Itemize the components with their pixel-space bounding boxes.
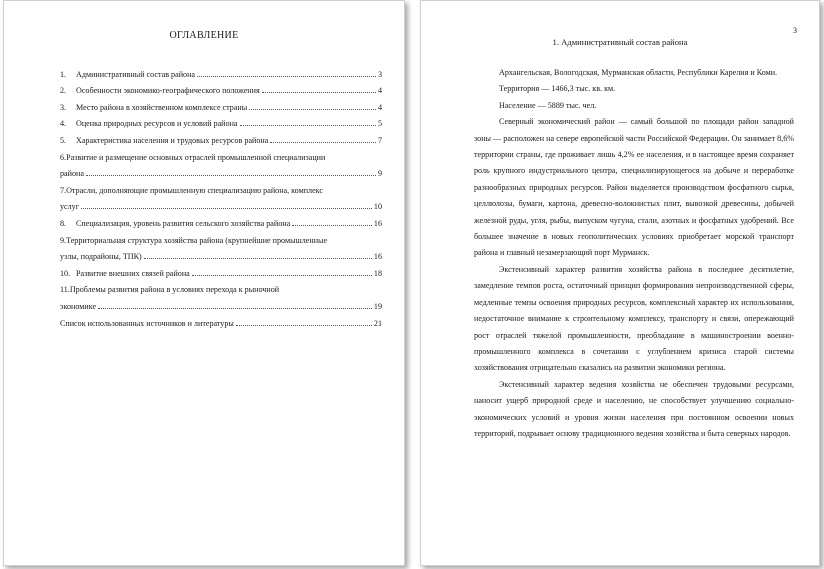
dot-leader	[81, 207, 372, 209]
paragraph: Северный экономический район — самый большой по площади район западной зоны — расположен на севере европейской части Российской Федерации. Он занимает 8,6% территории страны, где проживает лишь 4,2% ее населения, и в настоящее время сохраняет роль крупного индустриального центра, специализирующегося на добыче и переработке разнообразных природных ресурсов. Район выделяется производством фосфатного сырья, целлюлозы, бумаги, картона, древесно-волокнистых плит, вывозкой древесины, добычей железной руды, угля, рыбы, выпуском чугуна, стали, азотных и фосфатных удобрений. Все большее значение в новых геополитических условиях приобретает морской транспорт района и главный незамерзающий порт Мурманск.	[474, 117, 794, 258]
toc-page-number: 3	[377, 69, 382, 79]
toc-item[interactable]: 11.Проблемы развития района в условиях перехода к рыночной экономике 19	[60, 285, 382, 311]
dot-leader	[292, 224, 372, 226]
dot-leader	[236, 324, 372, 326]
toc-page-number: 16	[373, 218, 382, 228]
table-of-contents	[60, 62, 382, 328]
toc-item[interactable]: 9.Территориальная структура хозяйства района (крупнейшие промышленные узлы, подрайоны, ТПК) 16	[60, 235, 382, 262]
toc-item[interactable]: 8. Специализация, уровень развития сельского хозяйства района 16	[60, 218, 382, 228]
dot-leader	[270, 141, 376, 143]
toc-page-number: 19	[373, 301, 382, 311]
toc-page-number: 4	[377, 102, 382, 112]
paragraph: Экстенсивный характер развития хозяйства района в последнее десятилетие, замедление темпов роста, остаточный принцип формирования непроизводственной сферы, медленные темпы освоения природных ресурсов, комплексный характер их использования, недостаточное внимание к строительному комплексу, транспорту и связи, опережающий рост отраслей тяжелой промышленности, преобладание в машиностроении военно-промышленного комплекса в сочетании с углублением кризиса старой системы хозяйствования отрицательно сказались на развитии экономики региона.	[474, 264, 794, 373]
toc-item[interactable]: 5. Характеристика населения и трудовых ресурсов района 7	[60, 135, 382, 145]
body-text	[474, 65, 794, 442]
dot-leader	[98, 307, 372, 309]
paragraph: Население — 5889 тыс. чел.	[499, 100, 597, 110]
toc-item[interactable]: 1. Административный состав района 3	[60, 69, 382, 79]
section-title: 1. Административный состав района	[552, 37, 688, 47]
toc-page-number: 5	[377, 119, 382, 129]
page-number: 3	[793, 26, 797, 35]
toc-item[interactable]: 6.Развитие и размещение основных отраслей промышленной специализации района 9	[60, 152, 382, 179]
content-page	[420, 0, 820, 566]
toc-page-number: 4	[377, 86, 382, 96]
dot-leader	[86, 174, 376, 176]
dot-leader	[197, 75, 376, 77]
dot-leader	[192, 274, 372, 276]
toc-item[interactable]: 10. Развитие внешних связей района 18	[60, 268, 382, 278]
toc-item[interactable]: 3. Место района в хозяйственном комплексе страны 4	[60, 102, 382, 112]
toc-item[interactable]: 7.Отрасли, дополняющие промышленную специализацию района, комплекс услуг 10	[60, 185, 382, 212]
dot-leader	[249, 108, 376, 110]
paragraph: Экстенсивный характер ведения хозяйства не обеспечен трудовыми ресурсами, наносит ущерб природной среде и населению, не способствует улучшению социально-экономических условий и уровня жизни населения при постоянном освоении новых территорий, подрывает основу традиционного ведения хозяйства и быта северных народов.	[474, 379, 794, 438]
paragraph: Территория — 1466,3 тыс. кв. км.	[499, 84, 616, 94]
dot-leader	[144, 257, 372, 259]
toc-page-number: 10	[373, 202, 382, 212]
toc-page-number: 9	[377, 169, 382, 179]
toc-page-number: 21	[373, 318, 382, 328]
toc-title: ОГЛАВЛЕНИЕ	[169, 30, 239, 41]
toc-page	[3, 0, 405, 566]
toc-item[interactable]: Список использованных источников и литературы 21	[60, 318, 382, 328]
toc-item[interactable]: 4. Оценка природных ресурсов и условий района 5	[60, 119, 382, 129]
dot-leader	[240, 124, 376, 126]
toc-page-number: 18	[373, 268, 382, 278]
toc-page-number: 16	[373, 252, 382, 262]
paragraph: Архангельская, Вологодская, Мурманская области, Республики Карелия и Коми.	[499, 68, 778, 77]
toc-item[interactable]: 2. Особенности экономико-географического положения 4	[60, 86, 382, 96]
dot-leader	[262, 91, 376, 93]
toc-page-number: 7	[377, 135, 382, 145]
